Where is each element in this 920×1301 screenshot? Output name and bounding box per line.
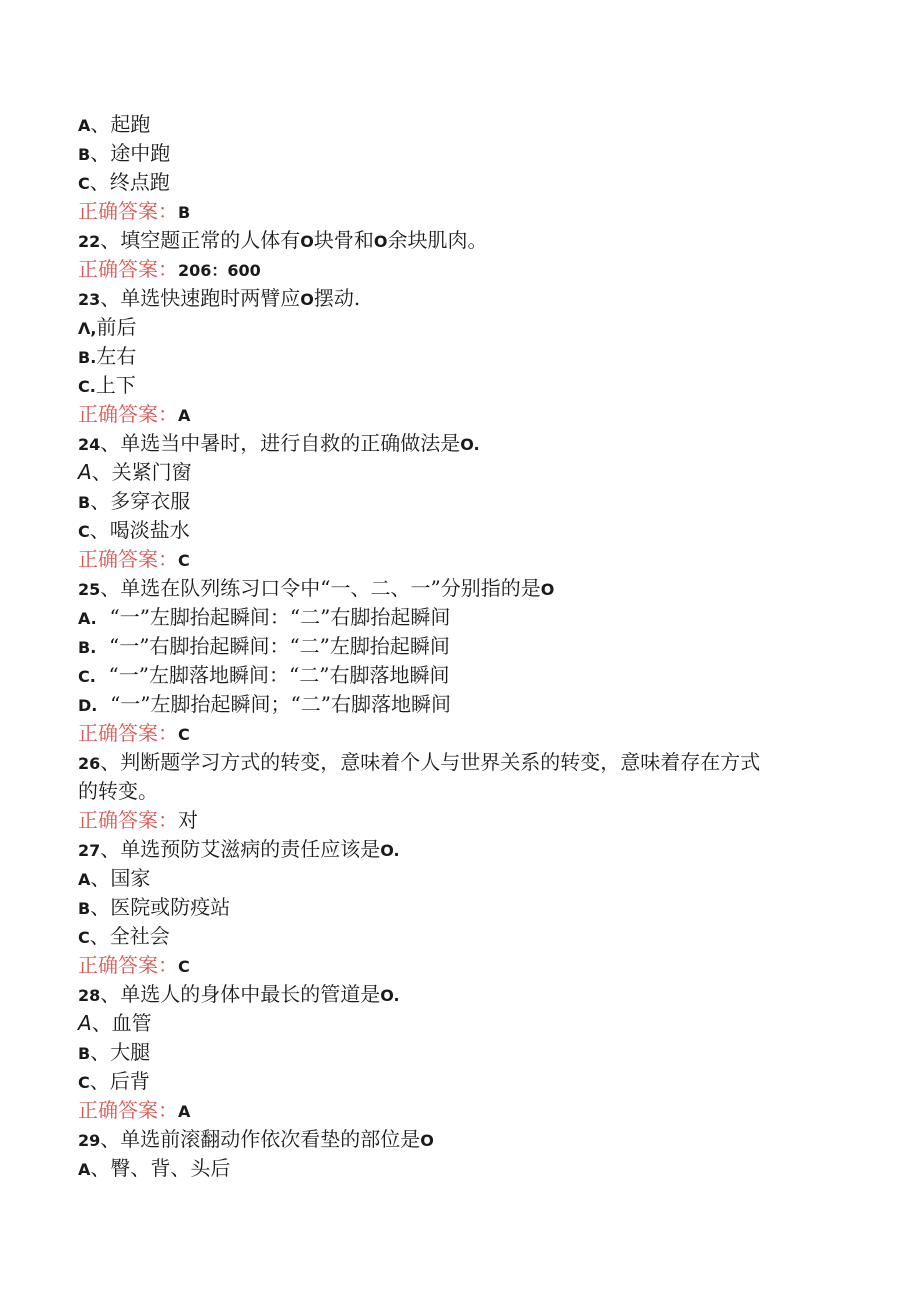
answer-prefix: 正确答案：: [78, 808, 178, 832]
option-text: “一”左脚抬起瞬间：“二”右脚抬起瞬间: [96, 605, 451, 629]
option-text: “一”左脚落地瞬间：“二”右脚落地瞬间: [95, 663, 450, 687]
option-line: [78, 458, 860, 487]
option-label: B: [78, 493, 91, 512]
question-number: 22: [78, 232, 101, 251]
option-text: 左右: [96, 344, 137, 368]
option-text: 、后背: [89, 1069, 150, 1093]
answer-value: C: [178, 551, 190, 570]
question-text: 块骨和: [313, 228, 374, 252]
blank-marker: O: [300, 290, 314, 309]
answer-line: [78, 806, 860, 835]
question-number: 27: [78, 841, 101, 860]
answer-prefix: 正确答案：: [78, 721, 178, 745]
question-line: [78, 1125, 860, 1155]
option-label: C: [78, 1073, 90, 1092]
option-text: 、血管: [91, 1011, 152, 1035]
answer-value: 对: [178, 808, 198, 832]
question-line: [78, 226, 860, 256]
option-label: C: [78, 522, 90, 541]
blank-marker: O.: [380, 986, 400, 1005]
option-label: B.: [78, 348, 97, 367]
option-line: [78, 922, 860, 952]
answer-prefix: 正确答案：: [78, 199, 178, 223]
option-line: [78, 893, 860, 923]
blank-marker: O: [420, 1131, 434, 1150]
option-label: A: [78, 1011, 92, 1035]
question-line: [78, 980, 860, 1010]
blank-marker: O: [300, 232, 314, 251]
option-text: 、喝淡盐水: [89, 518, 190, 542]
question-text: 摆动.: [313, 286, 361, 310]
option-text: 、终点跑: [89, 170, 170, 194]
option-text: 、国家: [90, 866, 151, 890]
answer-line: [78, 255, 860, 285]
question-number: 25: [78, 580, 101, 599]
option-label: B: [78, 1044, 91, 1063]
answer-prefix: 正确答案：: [78, 953, 178, 977]
option-line: [78, 603, 860, 633]
option-line: [78, 516, 860, 546]
answer-value: C: [178, 957, 190, 976]
answer-line: [78, 1096, 860, 1126]
question-line: [78, 429, 860, 459]
option-text: 、多穿衣服: [90, 489, 191, 513]
answer-line: [78, 719, 860, 749]
option-line: [78, 168, 860, 198]
option-text: 、大腿: [90, 1040, 151, 1064]
question-number: 24: [78, 435, 101, 454]
option-label: C.: [78, 667, 96, 686]
option-text: 、起跑: [90, 112, 151, 136]
question-text: 余块肌肉。: [387, 228, 488, 252]
question-text: 、单选快速跑时两臂应: [100, 286, 301, 310]
question-continuation: [78, 777, 860, 806]
question-text: 、单选前滚翻动作依次看垫的部位是: [100, 1127, 421, 1151]
option-text: 、全社会: [89, 924, 170, 948]
question-text: 、单选预防艾滋病的责任应该是: [100, 837, 381, 861]
question-number: 29: [78, 1131, 101, 1150]
answer-value: A: [178, 1102, 191, 1121]
option-label: Λ,: [78, 319, 97, 338]
question-text: 的转变。: [78, 779, 158, 803]
answer-line: [78, 545, 860, 575]
option-label: B: [78, 899, 91, 918]
option-text: 、途中跑: [90, 141, 171, 165]
blank-marker: O: [540, 580, 555, 599]
question-text: 、填空题正常的人体有: [100, 228, 301, 252]
answer-prefix: 正确答案：: [78, 402, 178, 426]
question-text: 、判断题学习方式的转变，意味着个人与世界关系的转变，意味着存在方式: [100, 750, 761, 774]
answer-prefix: 正确答案：: [78, 547, 178, 571]
answer-value: C: [178, 725, 190, 744]
question-number: 23: [78, 290, 101, 309]
blank-marker: O: [373, 232, 388, 251]
option-label: A: [78, 116, 91, 135]
question-line: [78, 835, 860, 865]
option-text: 上下: [95, 373, 136, 397]
question-line: [78, 748, 860, 778]
option-text: “一”左脚抬起瞬间；“二”右脚落地瞬间: [97, 692, 451, 716]
option-line: [78, 371, 860, 401]
answer-line: [78, 400, 860, 430]
answer-prefix: 正确答案：: [78, 1098, 178, 1122]
option-label: D.: [78, 696, 98, 715]
option-label: C: [78, 174, 90, 193]
question-number: 28: [78, 986, 101, 1005]
option-label: C.: [78, 377, 96, 396]
answer-line: [78, 951, 860, 981]
option-text: 、臀、背、头后: [90, 1156, 231, 1180]
answer-line: [78, 197, 860, 227]
option-line: [78, 1067, 860, 1097]
blank-marker: O.: [380, 841, 400, 860]
option-label: C: [78, 928, 90, 947]
option-text: “一”右脚抬起瞬间：“二”左脚抬起瞬间: [96, 634, 450, 658]
answer-value: A: [178, 406, 191, 425]
option-text: 、医院或防疫站: [90, 895, 231, 919]
option-label: A.: [78, 609, 97, 628]
question-number: 26: [78, 754, 101, 773]
blank-marker: O.: [460, 435, 480, 454]
option-line: [78, 690, 860, 720]
option-line: [78, 342, 860, 372]
option-line: [78, 1038, 860, 1068]
question-text: 、单选在队列练习口令中“一、二、一”分别指的是: [100, 576, 541, 600]
option-text: 前后: [96, 315, 137, 339]
option-label: B: [78, 145, 91, 164]
option-line: [78, 487, 860, 517]
option-line: [78, 864, 860, 894]
answer-value: B: [178, 203, 191, 222]
answer-value: 206：600: [178, 261, 261, 280]
option-line: [78, 1009, 860, 1038]
option-line: [78, 139, 860, 169]
option-line: [78, 110, 860, 140]
answer-prefix: 正确答案：: [78, 257, 178, 281]
option-label: A: [78, 1160, 91, 1179]
option-text: 、关紧门窗: [91, 460, 192, 484]
option-label: B.: [78, 638, 97, 657]
question-text: 、单选人的身体中最长的管道是: [100, 982, 381, 1006]
question-line: [78, 574, 860, 604]
option-line: [78, 632, 860, 662]
option-line: [78, 661, 860, 691]
question-text: 、单选当中暑时，进行自救的正确做法是: [100, 431, 461, 455]
question-line: [78, 284, 860, 314]
option-label: A: [78, 870, 91, 889]
option-line: [78, 313, 860, 343]
option-label: A: [78, 460, 92, 484]
option-line: [78, 1154, 860, 1184]
